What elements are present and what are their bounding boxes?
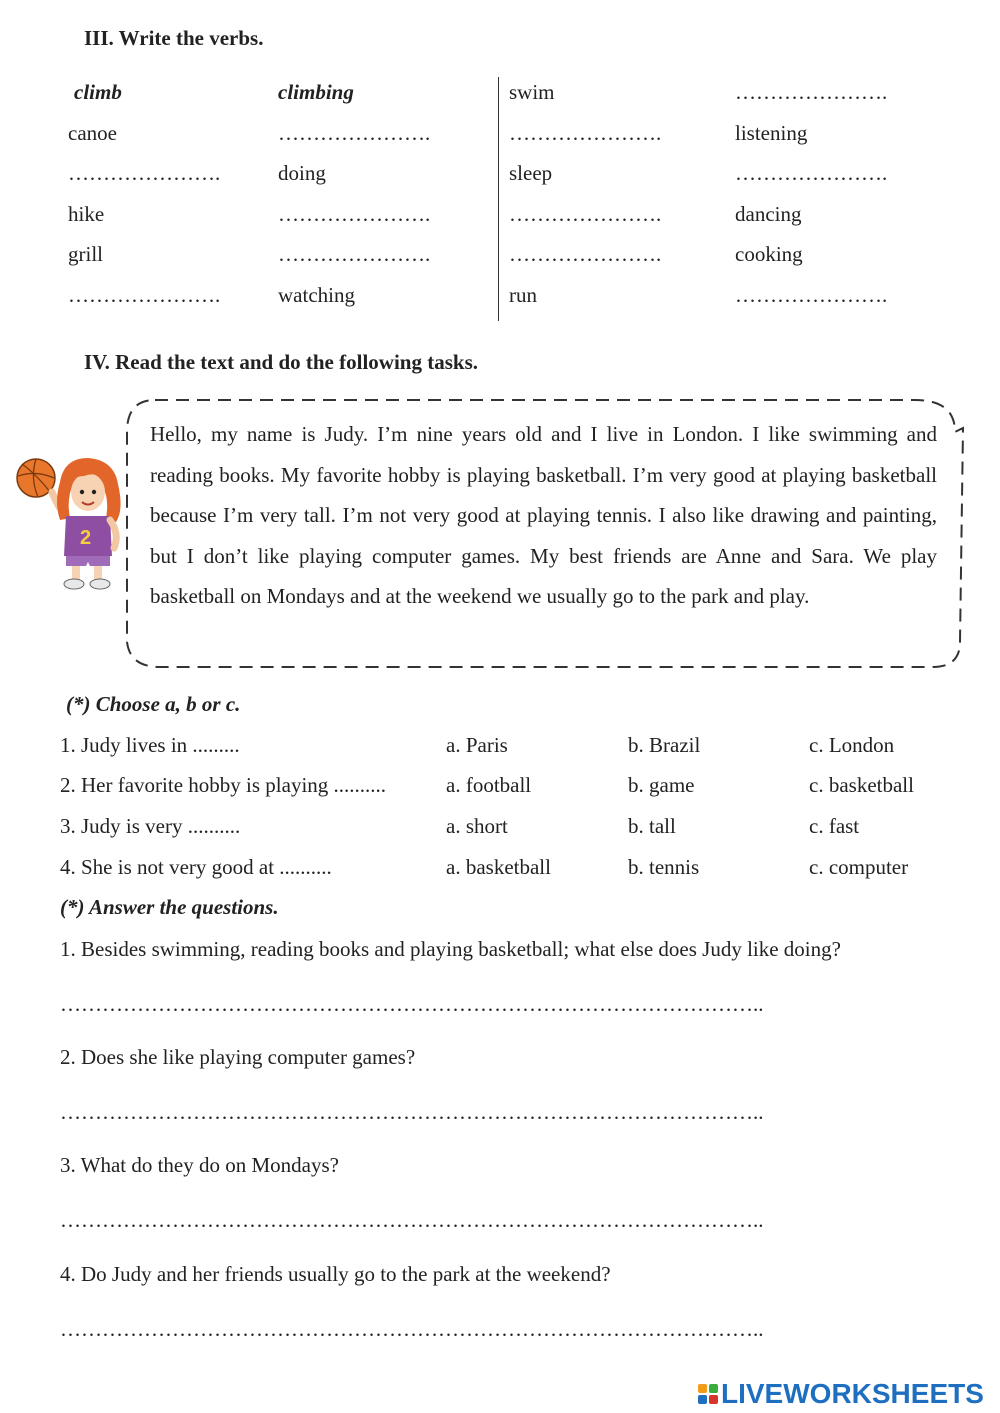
right-row-6-a: run (509, 283, 537, 307)
left-row-5-a[interactable]: …………………. (68, 283, 221, 307)
example-verb: climb (74, 80, 122, 104)
left-row-3-b[interactable]: …………………. (278, 202, 431, 226)
mcq-1-question: 1. Judy lives in ......... (60, 733, 240, 757)
answer-line-1[interactable]: ……………………………………………………………………………………….. (60, 992, 764, 1016)
liveworksheets-logo[interactable] (698, 1378, 984, 1410)
mcq-4-option-c[interactable]: c. computer (809, 855, 909, 879)
answer-heading: (*) Answer the questions. (60, 895, 279, 919)
choose-heading: (*) Choose a, b or c. (66, 692, 241, 716)
right-row-4-b: dancing (735, 202, 802, 226)
left-row-4-a: grill (68, 242, 103, 266)
mcq-3-option-b[interactable]: b. tall (628, 814, 676, 838)
left-row-4-b[interactable]: …………………. (278, 242, 431, 266)
answer-line-3[interactable]: ……………………………………………………………………………………….. (60, 1208, 764, 1232)
reading-passage: Hello, my name is Judy. I’m nine years old and I live in London. I like swimming and reading books. My favorite hobby is playing basketball. I’m very good at playing basketball because I’m very tall. I’m not very good at playing tennis. I also like drawing and painting, but I don’t like playing computer games. My best friends are Anne and Sara. We play basketball on Mondays and at the weekend we usually go to the park and play. (150, 422, 937, 608)
mcq-2-option-c[interactable]: c. basketball (809, 773, 914, 797)
mcq-3-option-c[interactable]: c. fast (809, 814, 860, 838)
logo-text: LIVEWORKSHEETS (721, 1378, 984, 1409)
left-row-1-a: canoe (68, 121, 117, 145)
left-row-1-b[interactable]: …………………. (278, 121, 431, 145)
right-row-2-a[interactable]: …………………. (509, 121, 662, 145)
mcq-2-option-b[interactable]: b. game (628, 773, 695, 797)
question-3: 3. What do they do on Mondays? (60, 1153, 339, 1177)
girl-basketball-icon (14, 452, 126, 592)
right-row-1-b[interactable]: …………………. (735, 80, 888, 104)
mcq-1-option-c[interactable]: c. London (809, 733, 895, 757)
right-row-4-a[interactable]: …………………. (509, 202, 662, 226)
mcq-3-option-a[interactable]: a. short (446, 814, 508, 838)
left-row-2-a[interactable]: …………………. (68, 161, 221, 185)
mcq-4-option-b[interactable]: b. tennis (628, 855, 700, 879)
mcq-1-option-b[interactable]: b. Brazil (628, 733, 701, 757)
right-row-3-a: sleep (509, 161, 553, 185)
mcq-2-option-a[interactable]: a. football (446, 773, 532, 797)
jersey-number: 2 (80, 527, 92, 549)
question-2: 2. Does she like playing computer games? (60, 1045, 416, 1069)
question-4: 4. Do Judy and her friends usually go to the park at the weekend? (60, 1262, 611, 1286)
section-3-title: III. Write the verbs. (84, 26, 264, 50)
right-row-5-a[interactable]: …………………. (509, 242, 662, 266)
right-row-6-b[interactable]: …………………. (735, 283, 888, 307)
right-row-1-a: swim (509, 80, 555, 104)
right-row-5-b: cooking (735, 242, 803, 266)
left-row-2-b: doing (278, 161, 326, 185)
column-divider (498, 77, 499, 321)
logo-blocks-icon (698, 1384, 718, 1404)
right-row-2-b: listening (735, 121, 808, 145)
example-ing: climbing (278, 80, 354, 104)
mcq-3-question: 3. Judy is very .......... (60, 814, 241, 838)
mcq-1-option-a[interactable]: a. Paris (446, 733, 508, 757)
mcq-2-question: 2. Her favorite hobby is playing .......... (60, 773, 387, 797)
right-row-3-b[interactable]: …………………. (735, 161, 888, 185)
answer-line-2[interactable]: ……………………………………………………………………………………….. (60, 1100, 764, 1124)
left-row-3-a: hike (68, 202, 105, 226)
left-row-5-b: watching (278, 283, 355, 307)
section-4-title: IV. Read the text and do the following tasks. (84, 350, 478, 374)
question-1: 1. Besides swimming, reading books and playing basketball; what else does Judy like doing? (60, 937, 841, 961)
mcq-4-option-a[interactable]: a. basketball (446, 855, 551, 879)
answer-line-4[interactable]: ……………………………………………………………………………………….. (60, 1317, 764, 1341)
mcq-4-question: 4. She is not very good at .......... (60, 855, 332, 879)
